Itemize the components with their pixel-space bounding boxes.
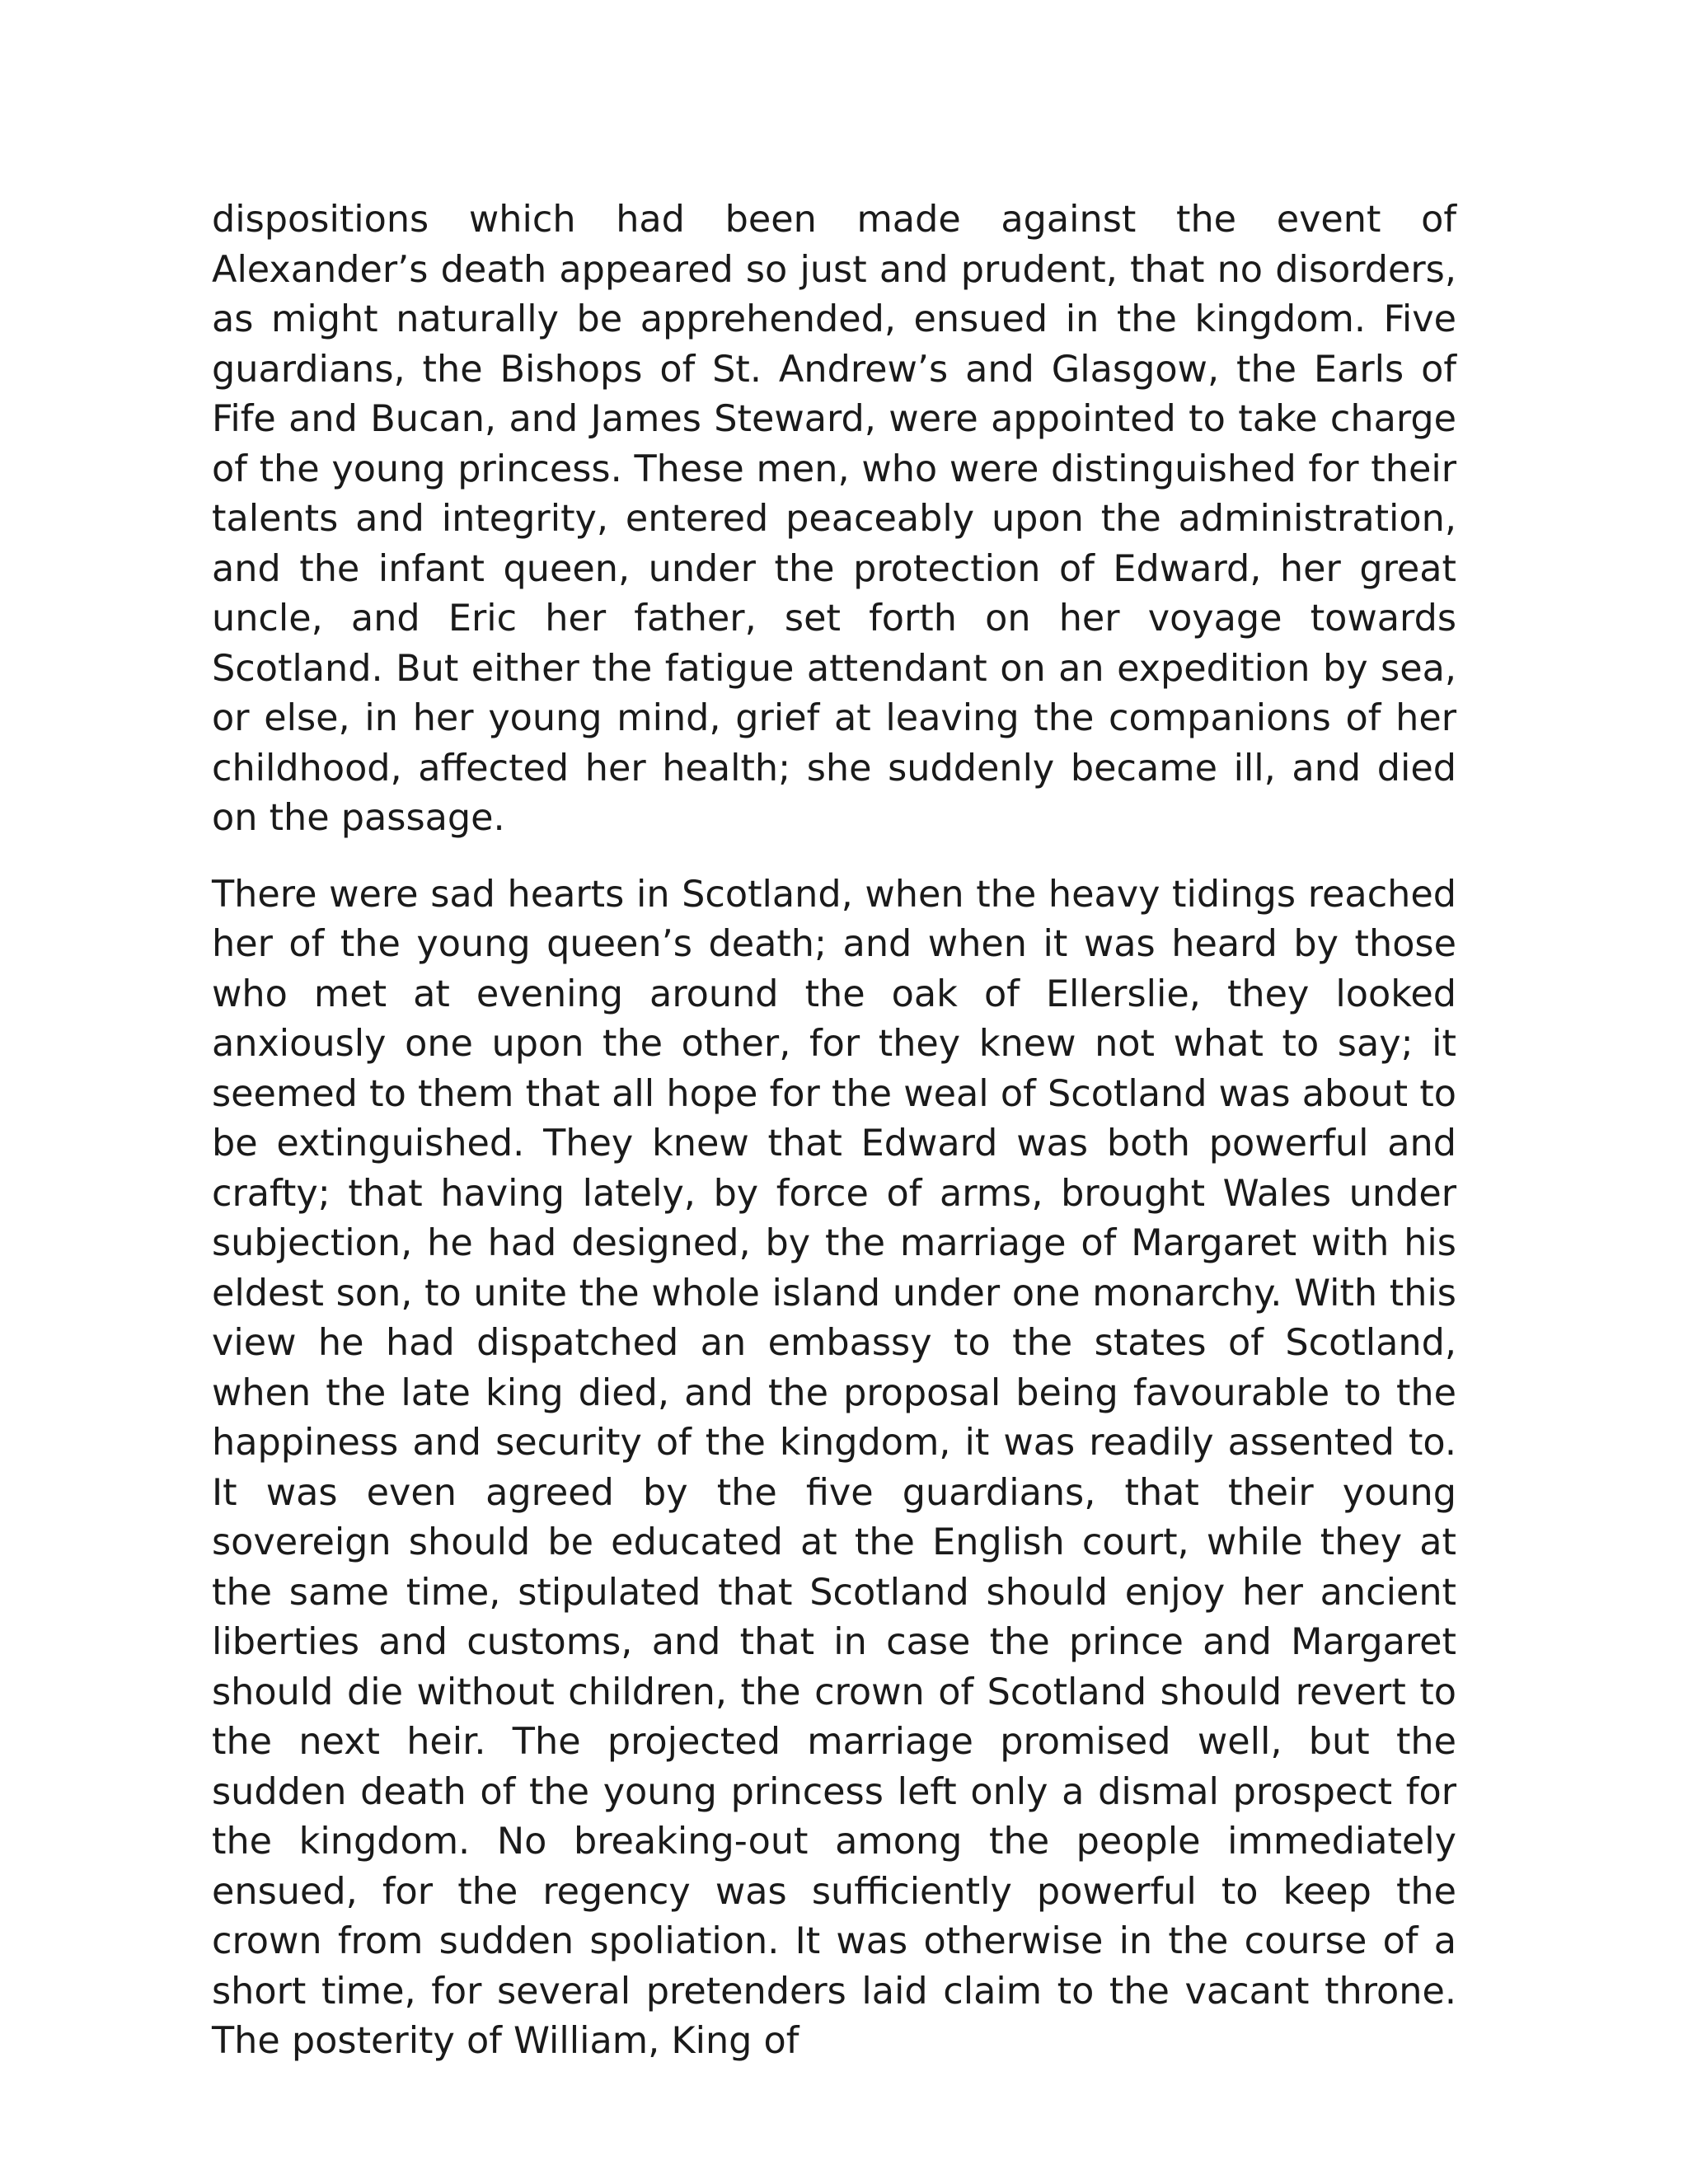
- paragraph-2: There were sad hearts in Scotland, when the heavy tidings reached her of the young queen’s death; and when it was heard by those who met at evening around the oak of Ellerslie, they looked anxiously one upon the other, for they knew not what to say; it seemed to them that all hope for the weal of Scotland was about to be extinguished. They knew that Edward was both powerful and crafty; that having lately, by force of arms, brought Wales under subjection, he had designed, by the marriage of Margaret with his eldest son, to unite the whole island under one monarchy. With this view he had dispatched an embassy to the states of Scotland, when the late king died, and the proposal being favourable to the happiness and security of the kingdom, it was readily assented to. It was even agreed by the five guardians, that their young sovereign should be educated at the English court, while they at the same time, stipulated that Scotland should enjoy her ancient liberties and customs, and that in case the prince and Margaret should die without children, the crown of Scotland should revert to the next heir. The projected marriage promised well, but the sudden death of the young princess left only a dismal prospect for the kingdom. No breaking-out among the people immediately ensued, for the regency was sufficiently powerful to keep the crown from sudden spoliation. It was otherwise in the course of a short time, for several pretenders laid claim to the vacant throne. The posterity of William, King of: [212, 873, 1456, 2062]
- paragraph-1: dispositions which had been made against the event of Alexander’s death appeared so just and prudent, that no disorders, as might naturally be apprehended, ensued in the kingdom. Five guardians, the Bishops of St. Andrew’s and Glasgow, the Earls of Fife and Bucan, and James Steward, were appointed to take charge of the young princess. These men, who were distinguished for their talents and integrity, entered peaceably upon the administration, and the infant queen, under the protection of Edward, her great uncle, and Eric her father, set forth on her voyage towards Scotland. But either the fatigue attendant on an expedition by sea, or else, in her young mind, grief at leaving the companions of her childhood, affected her health; she suddenly became ill, and died on the passage.: [212, 199, 1456, 839]
- body-text: [212, 195, 1456, 2067]
